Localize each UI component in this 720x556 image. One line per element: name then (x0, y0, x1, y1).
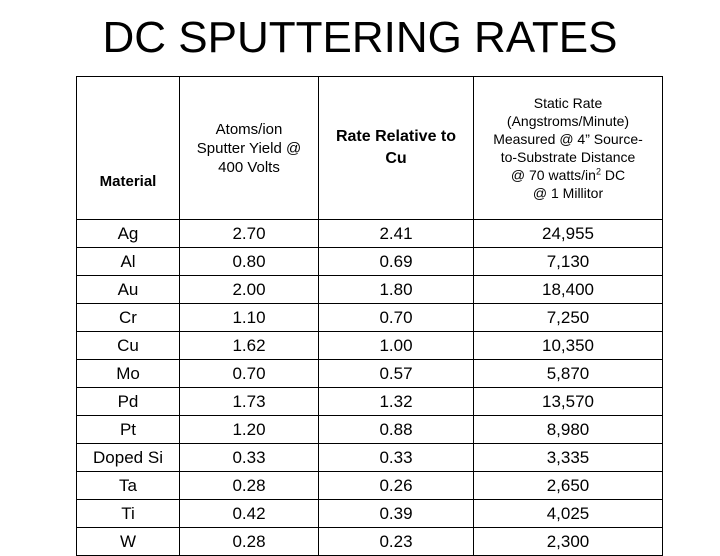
cell-sputter-yield: 1.10 (180, 304, 319, 332)
cell-sputter-yield: 1.73 (180, 388, 319, 416)
cell-material: W (77, 528, 180, 556)
cell-static-rate: 18,400 (474, 276, 663, 304)
cell-sputter-yield: 0.28 (180, 528, 319, 556)
cell-rate-relative: 0.69 (319, 248, 474, 276)
cell-sputter-yield: 1.62 (180, 332, 319, 360)
header-static-line5-sup: 2 (595, 166, 601, 177)
cell-rate-relative: 2.41 (319, 220, 474, 248)
cell-rate-relative: 1.32 (319, 388, 474, 416)
cell-static-rate: 2,650 (474, 472, 663, 500)
cell-material: Cu (77, 332, 180, 360)
header-yield-line: Atoms/ion (215, 120, 283, 138)
table-row (77, 360, 663, 388)
header-static-line: (Angstroms/Minute) (506, 113, 630, 129)
cell-material: Mo (77, 360, 180, 388)
cell-sputter-yield: 0.33 (180, 444, 319, 472)
table-row (77, 248, 663, 276)
cell-material: Pt (77, 416, 180, 444)
cell-static-rate: 4,025 (474, 500, 663, 528)
header-static-line: Static Rate (533, 95, 603, 111)
header-yield-line: Sputter Yield @ (196, 139, 302, 157)
cell-static-rate: 2,300 (474, 528, 663, 556)
cell-rate-relative: 0.23 (319, 528, 474, 556)
cell-material: Doped Si (77, 444, 180, 472)
table-row (77, 416, 663, 444)
cell-sputter-yield: 2.70 (180, 220, 319, 248)
cell-rate-relative: 0.26 (319, 472, 474, 500)
cell-sputter-yield: 0.70 (180, 360, 319, 388)
cell-static-rate: 13,570 (474, 388, 663, 416)
cell-rate-relative: 0.39 (319, 500, 474, 528)
cell-material: Al (77, 248, 180, 276)
header-rate-relative (319, 77, 474, 220)
cell-rate-relative: 0.57 (319, 360, 474, 388)
cell-material: Pd (77, 388, 180, 416)
table-row (77, 388, 663, 416)
table-row (77, 500, 663, 528)
header-static-line (474, 166, 662, 184)
header-yield-line: 400 Volts (218, 158, 280, 176)
header-static-line5a: @ 70 watts/in (510, 167, 596, 183)
cell-rate-relative: 0.70 (319, 304, 474, 332)
page-title: DC SPUTTERING RATES (102, 13, 618, 62)
cell-static-rate: 8,980 (474, 416, 663, 444)
cell-static-rate: 5,870 (474, 360, 663, 388)
cell-sputter-yield: 0.28 (180, 472, 319, 500)
table-row (77, 332, 663, 360)
cell-sputter-yield: 0.42 (180, 500, 319, 528)
header-static-rate (474, 77, 663, 220)
header-material: Material (77, 77, 180, 220)
table-row (77, 528, 663, 556)
cell-sputter-yield: 1.20 (180, 416, 319, 444)
header-static-line5b: DC (600, 167, 626, 183)
cell-material: Ta (77, 472, 180, 500)
cell-rate-relative: 1.00 (319, 332, 474, 360)
header-static-line: Measured @ 4” Source- (493, 131, 643, 147)
table-header-row (77, 77, 663, 220)
cell-sputter-yield: 0.80 (180, 248, 319, 276)
table-row (77, 276, 663, 304)
cell-rate-relative: 1.80 (319, 276, 474, 304)
cell-material: Ti (77, 500, 180, 528)
cell-static-rate: 7,130 (474, 248, 663, 276)
cell-sputter-yield: 2.00 (180, 276, 319, 304)
cell-material: Cr (77, 304, 180, 332)
header-static-line: to-Substrate Distance (500, 149, 636, 165)
header-relative-label: Rate Relative to Cu (335, 128, 457, 167)
cell-static-rate: 24,955 (474, 220, 663, 248)
cell-material: Au (77, 276, 180, 304)
table-row (77, 444, 663, 472)
cell-static-rate: 7,250 (474, 304, 663, 332)
cell-static-rate: 3,335 (474, 444, 663, 472)
table-row (77, 304, 663, 332)
header-sputter-yield (180, 77, 319, 220)
header-static-line: @ 1 Millitor (532, 185, 604, 201)
sputtering-rates-table (76, 76, 663, 556)
cell-material: Ag (77, 220, 180, 248)
cell-rate-relative: 0.33 (319, 444, 474, 472)
table-row (77, 472, 663, 500)
cell-static-rate: 10,350 (474, 332, 663, 360)
table-row (77, 220, 663, 248)
cell-rate-relative: 0.88 (319, 416, 474, 444)
